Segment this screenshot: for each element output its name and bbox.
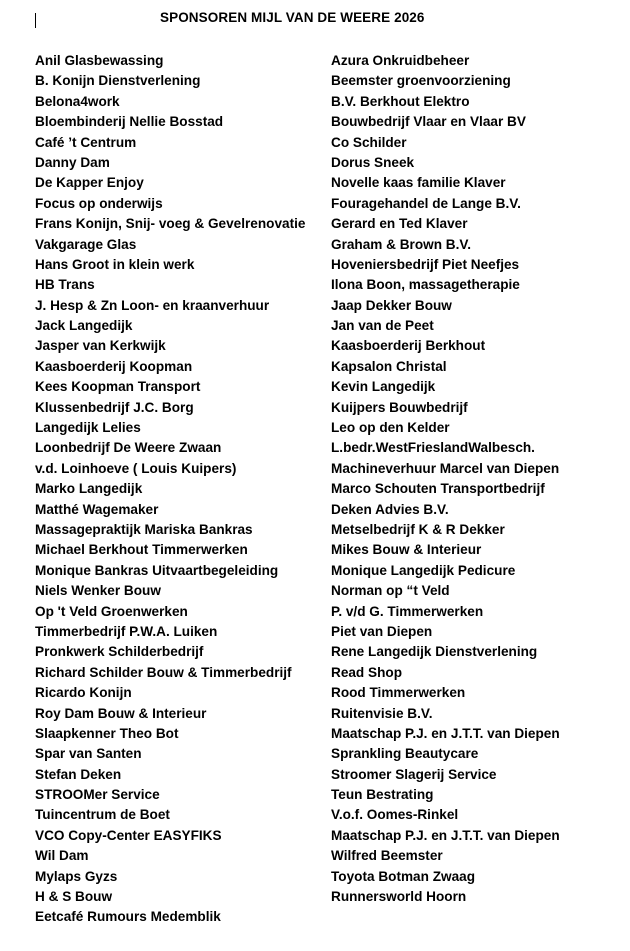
sponsor-name: Co Schilder xyxy=(331,134,407,150)
sponsor-name: Read Shop xyxy=(331,664,402,680)
sponsor-name: Frans Konijn, Snij- voeg & Gevelrenovatie xyxy=(35,216,306,232)
sponsor-name: Mikes Bouw & Interieur xyxy=(331,542,482,558)
sponsor-name: B. Konijn Dienstverlening xyxy=(35,73,201,89)
text-cursor xyxy=(35,13,36,28)
sponsor-name: Runnersworld Hoorn xyxy=(331,889,467,905)
sponsor-name: Wil Dam xyxy=(35,848,89,864)
sponsor-name: L.bedr.WestFrieslandWalbesch. xyxy=(331,440,535,456)
sponsor-name: Deken Advies B.V. xyxy=(331,501,449,517)
sponsor-name: Kaasboerderij Berkhout xyxy=(331,338,486,354)
sponsor-list-left xyxy=(35,51,305,928)
sponsor-name: Loonbedrijf De Weere Zwaan xyxy=(35,440,222,456)
sponsor-name: Michael Berkhout Timmerwerken xyxy=(35,542,248,558)
sponsor-name: Spar van Santen xyxy=(35,746,142,762)
sponsor-name: Metselbedrijf K & R Dekker xyxy=(331,521,505,537)
sponsor-name: P. v/d G. Timmerwerken xyxy=(331,603,484,619)
sponsor-name: Op 't Veld Groenwerken xyxy=(35,603,188,619)
sponsor-name: Pronkwerk Schilderbedrijf xyxy=(35,644,204,660)
sponsor-name: Klussenbedrijf J.C. Borg xyxy=(35,399,194,415)
sponsor-name: Jaap Dekker Bouw xyxy=(331,297,452,313)
sponsor-name: HB Trans xyxy=(35,277,95,293)
sponsor-name: Ilona Boon, massagetherapie xyxy=(331,277,520,293)
sponsor-name: H & S Bouw xyxy=(35,889,113,905)
sponsor-name: Kevin Langedijk xyxy=(331,379,436,395)
sponsor-name: Gerard en Ted Klaver xyxy=(331,216,468,232)
sponsor-name: Machineverhuur Marcel van Diepen xyxy=(331,460,560,476)
sponsor-name: Graham & Brown B.V. xyxy=(331,236,471,252)
sponsor-name: Kees Koopman Transport xyxy=(35,379,201,395)
sponsor-name: Azura Onkruidbeheer xyxy=(331,53,470,68)
sponsor-name: Massagepraktijk Mariska Bankras xyxy=(35,521,253,537)
sponsor-name: Eetcafé Rumours Medemblik xyxy=(35,909,221,925)
sponsor-name: VCO Copy-Center EASYFIKS xyxy=(35,827,222,843)
sponsor-name: De Kapper Enjoy xyxy=(35,175,144,191)
sponsor-name: Monique Bankras Uitvaartbegeleiding xyxy=(35,562,279,578)
sponsor-name: Beemster groenvoorziening xyxy=(331,73,511,89)
sponsor-name: Jasper van Kerkwijk xyxy=(35,338,166,354)
sponsor-name: Langedijk Lelies xyxy=(35,420,141,436)
page-title: SPONSOREN MIJL VAN DE WEERE 2026 xyxy=(160,10,425,25)
sponsor-list-right xyxy=(331,51,560,907)
sponsor-name: Matthé Wagemaker xyxy=(35,501,159,517)
sponsor-name: Anil Glasbewassing xyxy=(35,53,164,68)
sponsor-name: Timmerbedrijf P.W.A. Luiken xyxy=(35,623,218,639)
sponsor-name: Niels Wenker Bouw xyxy=(35,583,161,599)
sponsor-name: Richard Schilder Bouw & Timmerbedrijf xyxy=(35,664,292,680)
sponsor-name: Marco Schouten Transportbedrijf xyxy=(331,481,545,497)
sponsor-name: Ruitenvisie B.V. xyxy=(331,705,433,721)
sponsor-name: Slaapkenner Theo Bot xyxy=(35,725,179,741)
sponsor-name: v.d. Loinhoeve ( Louis Kuipers) xyxy=(35,460,237,476)
sponsor-name: Stefan Deken xyxy=(35,766,122,782)
sponsor-name: Tuincentrum de Boet xyxy=(35,807,170,823)
sponsor-name: Maatschap P.J. en J.T.T. van Diepen xyxy=(331,827,560,843)
sponsor-name: Rene Langedijk Dienstverlening xyxy=(331,644,538,660)
sponsor-name: Maatschap P.J. en J.T.T. van Diepen xyxy=(331,725,560,741)
sponsor-name: Bloembinderij Nellie Bosstad xyxy=(35,114,224,130)
sponsor-name: J. Hesp & Zn Loon- en kraanverhuur xyxy=(35,297,270,313)
sponsor-name: Danny Dam xyxy=(35,154,110,170)
sponsor-name: Rood Timmerwerken xyxy=(331,685,466,701)
sponsor-name: Fouragehandel de Lange B.V. xyxy=(331,195,521,211)
sponsor-name: Teun Bestrating xyxy=(331,787,434,803)
sponsor-name: Café ’t Centrum xyxy=(35,134,137,150)
sponsor-name: Mylaps Gyzs xyxy=(35,868,118,884)
sponsor-name: Stroomer Slagerij Service xyxy=(331,766,497,782)
sponsor-name: Toyota Botman Zwaag xyxy=(331,868,476,884)
sponsor-name: Piet van Diepen xyxy=(331,623,433,639)
sponsor-name: Dorus Sneek xyxy=(331,154,415,170)
sponsor-name: Jan van de Peet xyxy=(331,318,434,334)
sponsor-name: Sprankling Beautycare xyxy=(331,746,479,762)
sponsor-name: Ricardo Konijn xyxy=(35,685,132,701)
sponsor-name: B.V. Berkhout Elektro xyxy=(331,93,470,109)
sponsor-name: Kapsalon Christal xyxy=(331,358,447,374)
sponsor-name: Novelle kaas familie Klaver xyxy=(331,175,506,191)
sponsor-name: Belona4work xyxy=(35,93,120,109)
sponsor-name: Kuijpers Bouwbedrijf xyxy=(331,399,468,415)
sponsor-name: Monique Langedijk Pedicure xyxy=(331,562,516,578)
sponsor-name: Hans Groot in klein werk xyxy=(35,256,195,272)
sponsor-name: Jack Langedijk xyxy=(35,318,133,334)
sponsor-name: Vakgarage Glas xyxy=(35,236,137,252)
sponsor-name: Focus op onderwijs xyxy=(35,195,163,211)
sponsor-name: Roy Dam Bouw & Interieur xyxy=(35,705,207,721)
sponsor-name: Bouwbedrijf Vlaar en Vlaar BV xyxy=(331,114,526,130)
sponsor-name: Marko Langedijk xyxy=(35,481,143,497)
sponsor-name: Kaasboerderij Koopman xyxy=(35,358,193,374)
sponsor-name: Norman op “t Veld xyxy=(331,583,450,599)
sponsor-name: STROOMer Service xyxy=(35,787,160,803)
sponsor-name: Wilfred Beemster xyxy=(331,848,443,864)
sponsor-name: V.o.f. Oomes-Rinkel xyxy=(331,807,459,823)
sponsor-name: Leo op den Kelder xyxy=(331,420,450,436)
sponsor-name: Hoveniersbedrijf Piet Neefjes xyxy=(331,256,520,272)
